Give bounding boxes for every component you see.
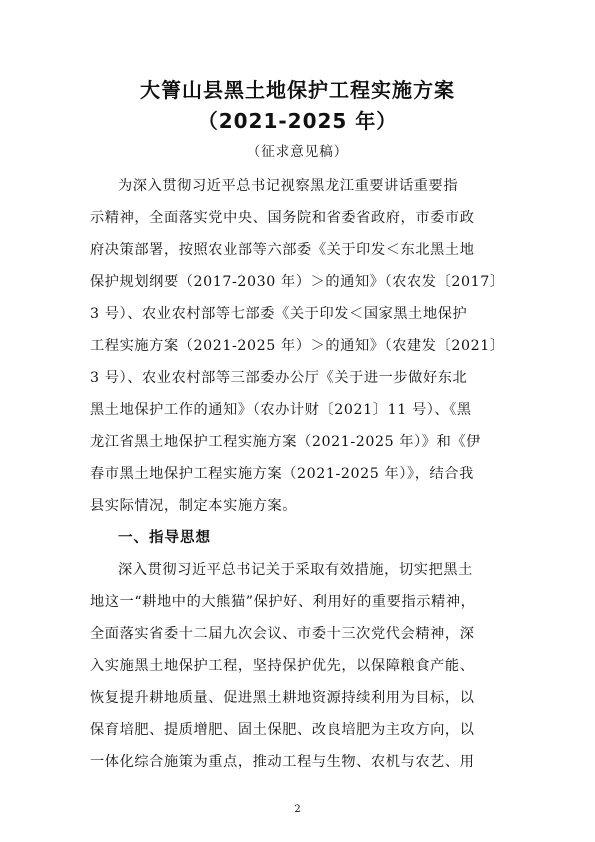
paragraph-line: 工程实施方案（2021-2025 年）＞的通知》（农建发〔2021〕: [90, 338, 505, 354]
paragraph-line: 深入贯彻习近平总书记关于采取有效措施，切实把黑土: [118, 562, 473, 578]
paragraph-line: 一体化综合施策为重点，推动工程与生物、农机与农艺、用: [90, 754, 475, 770]
paragraph-line: 3 号）、农业农村部等七部委《关于印发＜国家黑土地保护: [90, 306, 468, 322]
paragraph-line: 黑土地保护工作的通知》（农办计财〔2021〕11 号）、《黑: [90, 402, 472, 418]
paragraph-line: 地这一“耕地中的大熊猫”保护好、利用好的重要指示精神，: [90, 594, 476, 610]
paragraph-line: 全面落实省委十二届九次会议、市委十三次党代会精神，深: [90, 626, 475, 642]
paragraph-line: 3 号）、农业农村部等三部委办公厅《关于进一步做好东北: [90, 370, 468, 386]
document-title-years: （2021-2025 年）: [197, 109, 398, 133]
paragraph-line: 保育培肥、提质增肥、固土保肥、改良培肥为主攻方向，以: [90, 722, 475, 738]
document-title: 大箐山县黑土地保护工程实施方案: [140, 78, 455, 102]
paragraph-line: 县实际情况，制定本实施方案。: [90, 498, 298, 514]
paragraph-line: 为深入贯彻习近平总书记视察黑龙江重要讲话重要指: [118, 178, 459, 194]
paragraph-line: 入实施黑土地保护工程，坚持保护优先，以保障粮食产能、: [90, 658, 475, 674]
paragraph-line: 恢复提升耕地质量、促进黑土耕地资源持续利用为目标，以: [90, 690, 475, 706]
document-subtitle: （征求意见稿）: [246, 144, 349, 160]
paragraph-line: 示精神，全面落实党中央、国务院和省委省政府，市委市政: [90, 210, 475, 226]
paragraph-line: 龙江省黑土地保护工程实施方案（2021-2025 年）》和《伊: [90, 434, 481, 450]
section-heading: 一、指导思想: [118, 530, 211, 546]
paragraph-line: 府决策部署，按照农业部等六部委《关于印发＜东北黑土地: [90, 242, 475, 258]
paragraph-line: 春市黑土地保护工程实施方案（2021-2025 年）》，结合我: [90, 466, 474, 482]
page-number: 2: [294, 804, 301, 815]
paragraph-line: 保护规划纲要（2017-2030 年）＞的通知》（农农发〔2017〕: [90, 274, 505, 290]
